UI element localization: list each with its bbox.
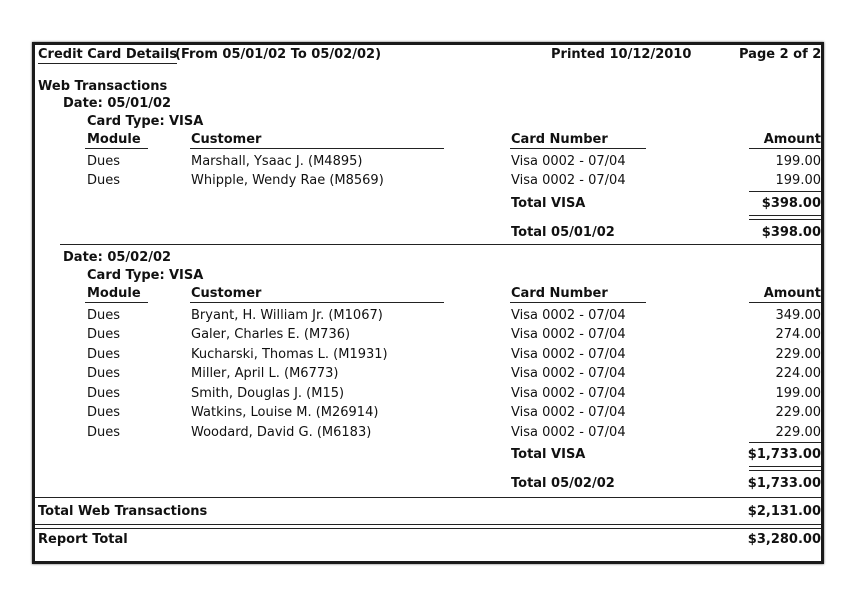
total-card-type-value: $1,733.00 xyxy=(747,447,821,462)
row-module: Dues xyxy=(87,327,121,342)
column-header-rule xyxy=(510,302,646,303)
total-card-type-label: Total VISA xyxy=(511,196,586,211)
total-web-transactions-value: $2,131.00 xyxy=(747,504,821,519)
total-web-transactions-label: Total Web Transactions xyxy=(38,504,208,519)
group-date: Date: 05/01/02 xyxy=(63,96,172,111)
subtotal-rule xyxy=(749,191,821,192)
row-amount: 349.00 xyxy=(775,308,821,323)
column-header-card-number: Card Number xyxy=(511,286,608,301)
row-amount: 229.00 xyxy=(775,405,821,420)
column-header-rule xyxy=(510,148,646,149)
row-amount: 199.00 xyxy=(775,173,821,188)
card-type-value: VISA xyxy=(169,114,204,129)
row-card-number: Visa 0002 - 07/04 xyxy=(511,366,626,381)
card-type-label: Card Type: xyxy=(87,268,165,283)
row-amount: 199.00 xyxy=(775,386,821,401)
total-double-rule xyxy=(749,466,821,471)
column-header-amount: Amount xyxy=(763,132,821,147)
report-date-range: (From 05/01/02 To 05/02/02) xyxy=(175,47,382,62)
printed-date: Printed 10/12/2010 xyxy=(551,47,692,62)
total-double-rule xyxy=(749,215,821,220)
total-date-label: Total 05/01/02 xyxy=(511,225,615,240)
column-header-rule xyxy=(749,302,821,303)
section-title: Web Transactions xyxy=(38,79,168,94)
page-number: Page 2 of 2 xyxy=(739,47,822,62)
row-customer: Woodard, David G. (M6183) xyxy=(191,425,372,440)
row-amount: 274.00 xyxy=(775,327,821,342)
row-card-number: Visa 0002 - 07/04 xyxy=(511,173,626,188)
report-total-double-rule xyxy=(35,524,821,529)
row-customer: Whipple, Wendy Rae (M8569) xyxy=(191,173,384,188)
row-customer: Bryant, H. William Jr. (M1067) xyxy=(191,308,383,323)
row-amount: 229.00 xyxy=(775,347,821,362)
subtotal-rule xyxy=(749,442,821,443)
section-total-rule xyxy=(35,497,821,498)
row-customer: Kucharski, Thomas L. (M1931) xyxy=(191,347,388,362)
total-date-value: $398.00 xyxy=(761,225,821,240)
column-header-rule xyxy=(85,148,148,149)
total-date-label: Total 05/02/02 xyxy=(511,476,615,491)
row-card-number: Visa 0002 - 07/04 xyxy=(511,327,626,342)
row-module: Dues xyxy=(87,425,121,440)
row-customer: Galer, Charles E. (M736) xyxy=(191,327,351,342)
report-page xyxy=(32,42,824,564)
row-module: Dues xyxy=(87,308,121,323)
total-date-value: $1,733.00 xyxy=(747,476,821,491)
row-amount: 229.00 xyxy=(775,425,821,440)
report-total-label: Report Total xyxy=(38,532,128,547)
row-amount: 199.00 xyxy=(775,154,821,169)
column-header-rule xyxy=(190,302,444,303)
column-header-rule xyxy=(749,148,821,149)
row-card-number: Visa 0002 - 07/04 xyxy=(511,308,626,323)
row-module: Dues xyxy=(87,154,121,169)
column-header-module: Module xyxy=(87,286,141,301)
row-card-number: Visa 0002 - 07/04 xyxy=(511,347,626,362)
group-separator-rule xyxy=(60,244,821,245)
report-total-value: $3,280.00 xyxy=(747,532,821,547)
column-header-rule xyxy=(85,302,148,303)
card-type-label: Card Type: xyxy=(87,114,165,129)
total-card-type-label: Total VISA xyxy=(511,447,586,462)
row-module: Dues xyxy=(87,347,121,362)
column-header-rule xyxy=(190,148,444,149)
column-header-card-number: Card Number xyxy=(511,132,608,147)
total-card-type-value: $398.00 xyxy=(761,196,821,211)
row-card-number: Visa 0002 - 07/04 xyxy=(511,425,626,440)
column-header-customer: Customer xyxy=(191,132,262,147)
row-card-number: Visa 0002 - 07/04 xyxy=(511,405,626,420)
row-module: Dues xyxy=(87,173,121,188)
group-date: Date: 05/02/02 xyxy=(63,250,172,265)
row-module: Dues xyxy=(87,405,121,420)
report-title: Credit Card Details xyxy=(38,47,178,62)
row-customer: Smith, Douglas J. (M15) xyxy=(191,386,345,401)
column-header-module: Module xyxy=(87,132,141,147)
row-card-number: Visa 0002 - 07/04 xyxy=(511,386,626,401)
row-customer: Miller, April L. (M6773) xyxy=(191,366,339,381)
column-header-amount: Amount xyxy=(763,286,821,301)
row-amount: 224.00 xyxy=(775,366,821,381)
row-card-number: Visa 0002 - 07/04 xyxy=(511,154,626,169)
row-customer: Marshall, Ysaac J. (M4895) xyxy=(191,154,363,169)
row-module: Dues xyxy=(87,366,121,381)
row-customer: Watkins, Louise M. (M26914) xyxy=(191,405,379,420)
column-header-customer: Customer xyxy=(191,286,262,301)
row-module: Dues xyxy=(87,386,121,401)
card-type-value: VISA xyxy=(169,268,204,283)
